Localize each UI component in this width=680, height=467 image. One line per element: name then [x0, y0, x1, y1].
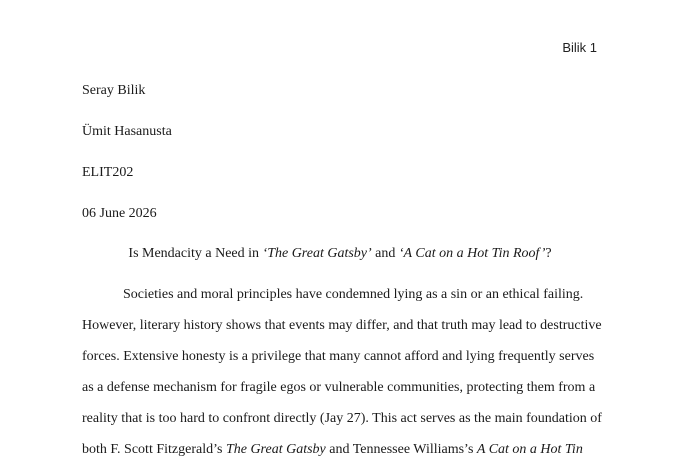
body-work-cat: A Cat on a Hot Tin — [476, 442, 583, 457]
title-prefix: Is Mendacity a Need in — [128, 246, 263, 261]
body-line-1: Societies and moral principles have condemned lying as a sin or an ethical failing. — [123, 287, 584, 302]
body-line-2: However, literary history shows that events may differ, and that truth may lead to destructive — [82, 318, 602, 333]
course-code: ELIT202 — [82, 165, 134, 180]
body-line-4: as a defense mechanism for fragile egos or vulnerable communities, protecting them from a — [82, 380, 596, 395]
paper-date: 06 June 2026 — [82, 206, 157, 221]
title-suffix: ? — [545, 246, 552, 261]
title-joiner: and — [371, 246, 399, 261]
body-line-6-middle: and Tennessee Williams’s — [325, 442, 477, 457]
body-line-3: forces. Extensive honesty is a privilege that many cannot afford and lying frequently serves — [82, 349, 595, 364]
title-work-cat: ‘A Cat on a Hot Tin Roof’ — [398, 246, 546, 261]
title-work-gatsby: ‘The Great Gatsby’ — [262, 246, 372, 261]
body-line-5: reality that is too hard to confront directly (Jay 27). This act serves as the main foundation of — [82, 411, 602, 426]
body-work-gatsby: The Great Gatsby — [225, 442, 326, 457]
running-head: Bilik 1 — [562, 40, 597, 55]
body-line-6 — [82, 436, 602, 467]
instructor-name: Ümit Hasanusta — [82, 124, 172, 139]
body-paragraph — [82, 281, 602, 467]
paper-title — [0, 246, 680, 262]
body-line-6-start: both F. Scott Fitzgerald’s — [82, 442, 226, 457]
student-name: Seray Bilik — [82, 83, 146, 98]
